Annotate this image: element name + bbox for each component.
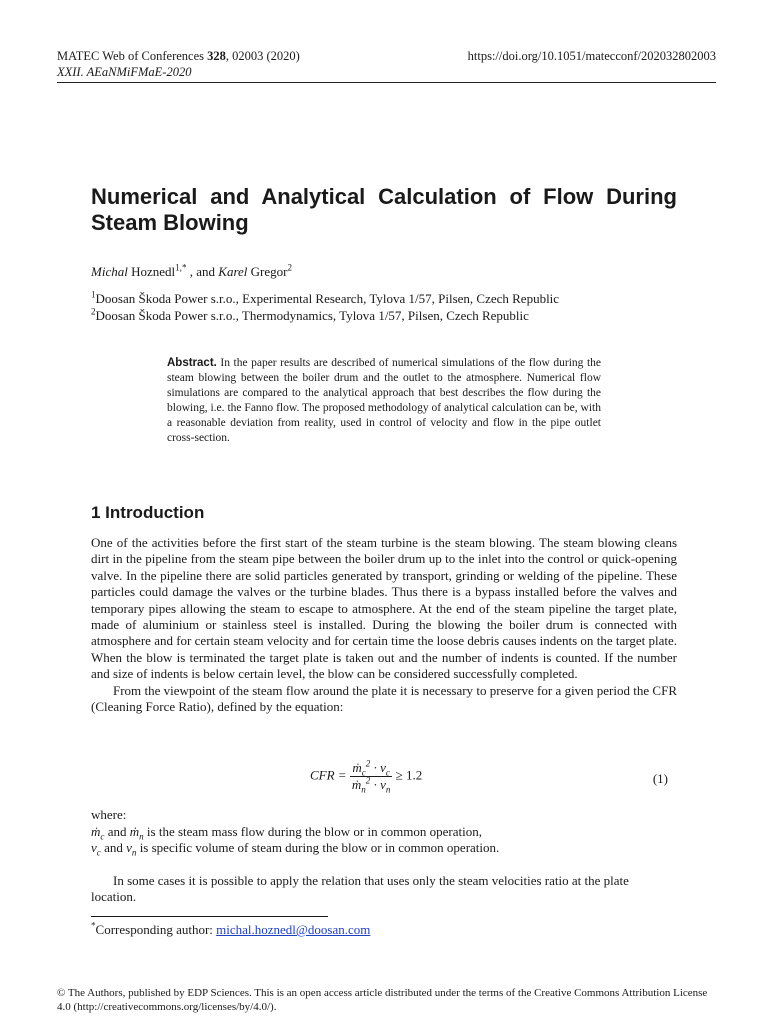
affiliations (91, 291, 559, 324)
paragraph: In some cases it is possible to apply the relation that uses only the steam velocities ratio at the plate location. (91, 873, 629, 905)
author-first-name: Karel (218, 264, 248, 279)
author-first-name: Michal (91, 264, 128, 279)
equation-fraction (350, 760, 393, 793)
footnote: *Corresponding author: michal.hoznedl@doosan.com (91, 920, 371, 937)
equation (310, 760, 422, 793)
section-heading: 1 Introduction (91, 503, 205, 522)
body-text (91, 535, 677, 715)
footnote-divider (91, 916, 328, 917)
abstract-text: In the paper results are described of numerical simulations of the flow during the steam blowing between the boiler drum and the outlet to the atmosphere. Numerical flow simulations are compared to the analytical approach that best describes the flow during the blowing, i.e. the Fanno flow. The proposed methodology of analytical calculation can be, with a reasonable deviation from reality, used in control of velocity and flow in the pipe outlet cross-section. (167, 357, 602, 444)
paragraph: From the viewpoint of the steam flow around the plate it is necessary to preserve for a given period the CFR (Cleaning Force Ratio), defined by the equation: (91, 682, 677, 715)
equation-rhs: ≥ 1.2 (395, 767, 423, 783)
definition-line: $v_c$ and $v_n$ is specific volume of steam during the blow or in common operation. (91, 840, 500, 858)
affiliation-item: $^2$Doosan Škoda Power s.r.o., Thermodynamics, Tylova 1/57, Pilsen, Czech Republic (91, 306, 529, 323)
equation-denominator: ṁ$_n^2$ · $v_n$ (351, 775, 391, 795)
paragraph: One of the activities before the first start of the steam turbine is the steam blowing. The steam blowing cleans dirt in the pipeline from the steam pipe between the boiler drum up to the inlet into the control or quick-opening valve. In the pipeline there are solid particles generated by transport, grinding or welding of the pipeline. These particles could damage the valves or the turbine blades. Thus there is a bypass installed before the valves and temporary pipes allowing the steam to escape to atmosphere. At the end of the steam pipeline the target plate, made of aluminium or stainless steel is installed. During the blowing the boiler drum is connected with atmosphere and for certain steam velocity and for certain time the loose debris causes indents on the target plate. When the blow is terminated the target plate is taken out and the number of indents is counted. If the number and size of indents is below certain level, the blow can be considered successfully completed. (91, 535, 677, 682)
equation-numerator: ṁ$_c^2$ · $v_c$ (350, 760, 393, 777)
running-header (57, 48, 300, 80)
definition-line: ṁ$_c$ and ṁ$_n$ is the steam mass flow during the blow or in common operation, (91, 823, 482, 842)
license-footer: © The Authors, published by EDP Sciences. This is an open access article distributed under the terms of the Creative Commons Attribution License 4.0 (http://creativecommons.org/licenses/by/4.0/). (57, 987, 708, 1013)
journal-citation: MATEC Web of Conferences 328, 02003 (2020) (57, 49, 300, 63)
conference-name: XXII. AEaNMiFMaE-2020 (57, 65, 192, 79)
author-affiliation-mark: 1,* (175, 262, 187, 273)
header-divider (57, 82, 716, 83)
doi-link[interactable]: https://doi.org/10.1051/matecconf/202032802003 (467, 49, 716, 63)
email-link[interactable]: michal.hoznedl@doosan.com (216, 922, 371, 937)
variable-definitions (91, 807, 499, 857)
author-affiliation-mark: 2 (287, 262, 293, 273)
equation-number: (1) (652, 771, 668, 786)
author-last-name: Hoznedl (131, 264, 176, 279)
paper-title: Numerical and Analytical Calculation of Flow During Steam Blowing (91, 184, 677, 235)
abstract (167, 356, 601, 446)
abstract-label: Abstract. (167, 357, 217, 369)
where-label: where: (91, 807, 127, 822)
author-last-name: Gregor (250, 264, 288, 279)
author-line: Michal Hoznedl$^{1,*}$ , and Karel Gregor$^2$ (91, 262, 293, 279)
equation-lhs: CFR = (310, 767, 347, 783)
affiliation-item: $^1$Doosan Škoda Power s.r.o., Experimental Research, Tylova 1/57, Pilsen, Czech Republic (91, 289, 560, 306)
